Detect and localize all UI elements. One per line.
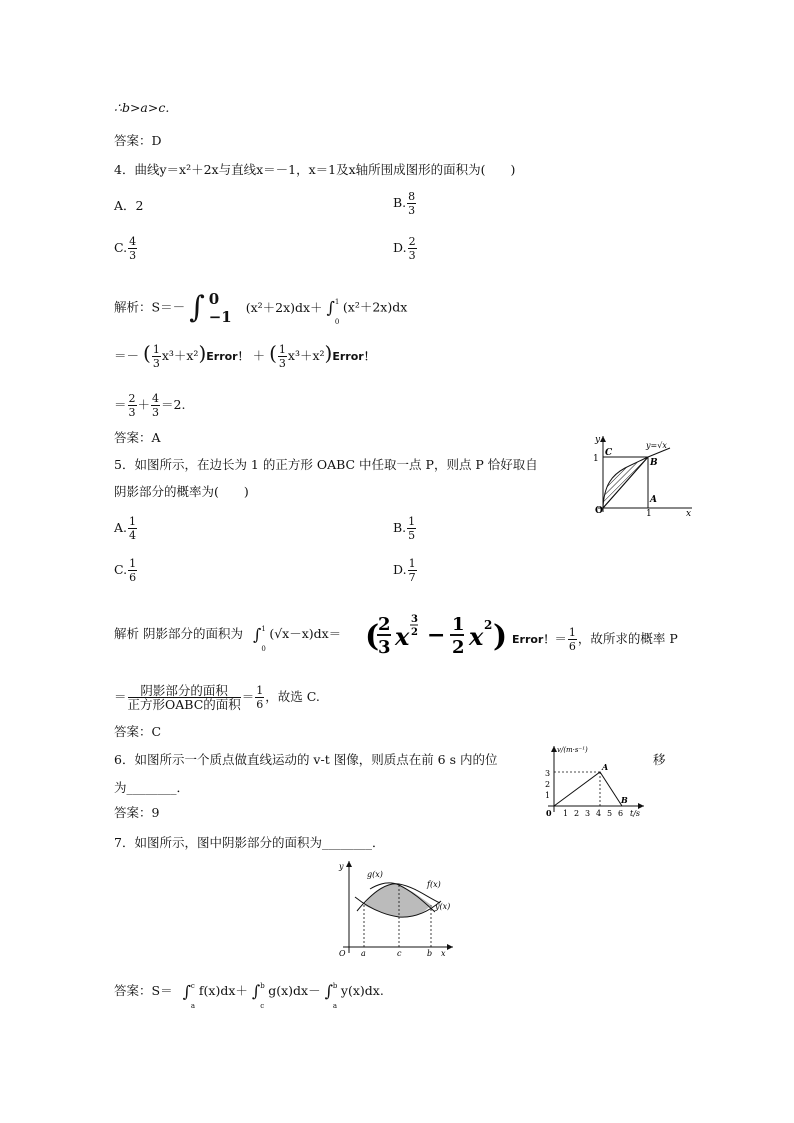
- fig-c: C: [605, 448, 613, 458]
- ytick-2: 2: [545, 780, 551, 789]
- xtick-2: 2: [574, 809, 580, 818]
- svg-text:(: (: [365, 619, 380, 654]
- q4-solution-line1: 解析：S＝－ ∫ 0 −1 (x²＋2x)dx＋ ∫ 1 0 (x²＋2x)dx: [114, 290, 408, 326]
- q6-stem-line1: 6．如图所示一个质点做直线运动的 v-t 图像，则质点在前 6 s 内的位: [114, 752, 498, 767]
- q5-option-b: B. $\frac{1}{5}$: [393, 515, 416, 542]
- ytick-1: 1: [545, 791, 551, 800]
- q6-stem-line1-tail: 移: [653, 752, 666, 767]
- fig-a: A: [650, 495, 657, 505]
- prev-tail: ∴b>a>c.: [114, 100, 170, 115]
- prev-answer: 答案：D: [114, 133, 162, 148]
- q7-figure: [335, 857, 460, 959]
- shaded-region: [364, 884, 431, 917]
- point-b: B: [621, 795, 628, 805]
- fig-x-label: x: [686, 509, 692, 518]
- t-label: t/s: [630, 809, 641, 818]
- svg-text:2: 2: [411, 627, 418, 638]
- svg-text:1: 1: [452, 614, 465, 635]
- svg-text:2: 2: [378, 614, 391, 635]
- q4-option-d: D. $\frac{2}{3}$: [393, 235, 416, 262]
- q5-solution-line1: 解析 阴影部分的面积为 ∫ 1 0 (√x－x)dx＝: [114, 624, 342, 653]
- q5-option-c: C. $\frac{1}{6}$: [114, 557, 137, 584]
- origin: 0: [546, 808, 552, 818]
- q4-option-c: C. $\frac{4}{3}$: [114, 235, 137, 262]
- q5-option-d: D. $\frac{1}{7}$: [393, 557, 416, 584]
- point-a: A: [602, 762, 609, 772]
- fig-one-y: 1: [593, 454, 599, 464]
- vt-graph: [554, 772, 622, 806]
- label-g: g(x): [367, 870, 383, 879]
- fig-x: x: [441, 949, 446, 958]
- q5-big-expression: [365, 602, 515, 662]
- svg-text:3: 3: [378, 637, 391, 658]
- fig-curve-label: y=√x: [646, 441, 667, 450]
- q5-stem-line1: 5．如图所示，在边长为 1 的正方形 OABC 中任取一点 P，则点 P 恰好取自: [114, 457, 538, 472]
- fig-origin: O: [595, 506, 603, 516]
- q5-answer: 答案：C: [114, 724, 162, 739]
- q4-option-a: A．2: [114, 198, 144, 213]
- q4-solution-line3: ＝ $\frac{2}{3}$ ＋ $\frac{4}{3}$ ＝2.: [114, 392, 186, 419]
- label-y: y(x): [435, 902, 451, 911]
- q6-figure: [540, 742, 650, 822]
- q5-figure: [590, 430, 700, 518]
- svg-text:): ): [493, 619, 508, 654]
- ytick-3: 3: [545, 769, 551, 778]
- q5-option-a: A. $\frac{1}{4}$: [114, 515, 137, 542]
- xtick-6: 6: [618, 809, 624, 818]
- xtick-5: 5: [607, 809, 613, 818]
- q4-solution-line2: ＝－ ( $\frac{1}{3}$ x³＋x²)Error！ ＋ ( $\frac{1}{3}$ x³＋x²)Error！: [114, 341, 375, 370]
- svg-text:x: x: [395, 622, 410, 651]
- svg-text:x: x: [469, 622, 484, 651]
- q5-solution-line1-tail: Error！＝ $\frac{1}{6}$ ，故所求的概率 P: [512, 626, 678, 653]
- q6-stem-line2: 为________．: [114, 780, 190, 795]
- fig-b: B: [650, 458, 658, 468]
- xtick-1: 1: [563, 809, 569, 818]
- svg-text:−: −: [427, 622, 446, 648]
- v-label: v/(m·s⁻¹): [557, 746, 588, 754]
- q5-solution-line2: ＝ $\frac{\text{阴影部分的面积}}{\text{正方形OABC的面积}}$ ＝ $\frac{1}{6}$ ，故选 C.: [114, 683, 320, 712]
- svg-text:3: 3: [411, 614, 418, 625]
- xtick-4: 4: [596, 809, 602, 818]
- xtick-3: 3: [585, 809, 591, 818]
- fig-y-label: y: [595, 435, 601, 445]
- fig-o: O: [339, 949, 346, 958]
- q5-stem-line2: 阴影部分的概率为( ): [114, 484, 249, 499]
- q7-answer: 答案：S＝ ∫ c a f(x)dx＋ ∫ b c g(x)dx－ ∫ b a y(x)dx.: [114, 981, 384, 1010]
- svg-text:2: 2: [452, 637, 465, 658]
- fig-b: b: [427, 949, 433, 958]
- q4-stem: 4．曲线y＝x²＋2x与直线x＝－1，x＝1及x轴所围成图形的面积为( ): [114, 162, 516, 177]
- fig-c: c: [397, 949, 402, 958]
- q7-stem: 7．如图所示，图中阴影部分的面积为________．: [114, 835, 385, 850]
- fig-one-x: 1: [646, 509, 652, 518]
- fig-a: a: [361, 949, 366, 958]
- svg-text:2: 2: [484, 618, 493, 632]
- q6-answer: 答案：9: [114, 805, 160, 820]
- label-f: f(x): [427, 880, 441, 889]
- fig-y: y: [339, 862, 344, 871]
- y-arrow: [600, 436, 606, 442]
- q4-option-b: B. $\frac{8}{3}$: [393, 190, 416, 217]
- q4-answer: 答案：A: [114, 430, 161, 445]
